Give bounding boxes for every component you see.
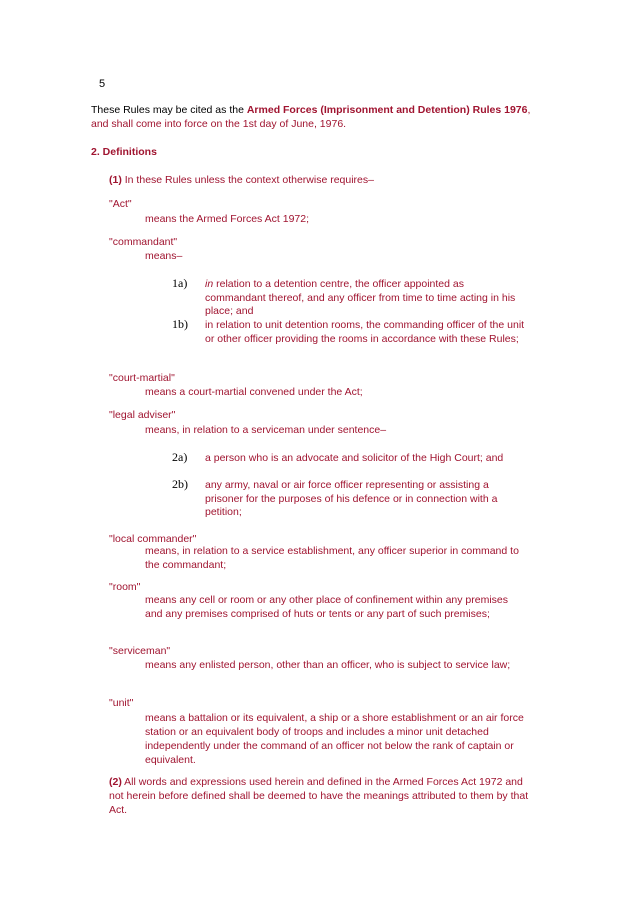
paragraph-1-text: In these Rules unless the context otherwise requires– xyxy=(121,174,374,186)
item-2a-number: 2a) xyxy=(172,450,188,464)
def-serviceman: means any enlisted person, other than an officer, who is subject to service law; xyxy=(145,659,511,671)
def-act: means the Armed Forces Act 1972; xyxy=(145,213,310,225)
page-number: 5 xyxy=(99,78,106,90)
item-2b-number: 2b) xyxy=(172,477,188,491)
term-court-martial: "court-martial" xyxy=(109,372,175,384)
item-1b-text: in relation to unit detention rooms, the commanding officer of the unit or other officer providing the rooms in accordance with these Rules; xyxy=(205,319,525,345)
paragraph-1 xyxy=(109,174,529,186)
def-legal-adviser: means, in relation to a serviceman under sentence– xyxy=(145,424,387,436)
item-1b-number: 1b) xyxy=(172,317,188,331)
term-local-commander: "local commander" xyxy=(109,533,197,545)
paragraph-2-number: (2) xyxy=(109,776,122,788)
item-2b-text: any army, naval or air force officer representing or assisting a prisoner for the purposes of his defence or in connection with a petition; xyxy=(205,479,498,519)
item-2a-text: a person who is an advocate and solicitor of the High Court; and xyxy=(205,452,504,464)
paragraph-1-number: (1) xyxy=(109,174,122,186)
def-local-commander: means, in relation to a service establishment, any officer superior in command to the commandant; xyxy=(145,545,519,571)
term-legal-adviser: "legal adviser" xyxy=(109,409,176,421)
item-1a-lead: in xyxy=(205,278,214,290)
item-1a-number: 1a) xyxy=(172,276,188,290)
paragraph-2-text: All words and expressions used herein and defined in the Armed Forces Act 1972 and not herein before defined shall be deemed to have the meanings attributed to them by that Act. xyxy=(109,776,529,816)
term-unit: "unit" xyxy=(109,697,134,709)
intro-paragraph xyxy=(91,103,531,131)
def-unit: means a battalion or its equivalent, a ship or a shore establishment or an air force station or an equivalent body of troops and includes a minor unit detached independently under the command of an officer not below the rank of captain or equivalent. xyxy=(145,712,524,766)
rules-title: Armed Forces (Imprisonment and Detention) Rules 1976 xyxy=(246,104,528,116)
intro-after: , and shall come into force on the 1st day of June, 1976. xyxy=(91,104,531,130)
intro-before: These Rules may be cited as the xyxy=(91,104,247,116)
term-serviceman: "serviceman" xyxy=(109,645,171,657)
item-1a-rest: relation to a detention centre, the officer appointed as commandant thereof, and any officer from time to time acting in his place; and xyxy=(205,278,516,318)
section-heading: 2. Definitions xyxy=(91,146,157,158)
item-1a-text xyxy=(205,278,525,319)
term-room: "room" xyxy=(109,581,141,593)
def-court-martial: means a court-martial convened under the Act; xyxy=(145,386,363,398)
paragraph-2 xyxy=(109,775,539,817)
def-room: means any cell or room or any other place of confinement within any premises and any premises comprised of huts or tents or any part of such premises; xyxy=(145,594,509,620)
term-act: "Act" xyxy=(109,198,132,210)
def-commandant: means– xyxy=(145,250,183,262)
term-commandant: "commandant" xyxy=(109,236,178,248)
